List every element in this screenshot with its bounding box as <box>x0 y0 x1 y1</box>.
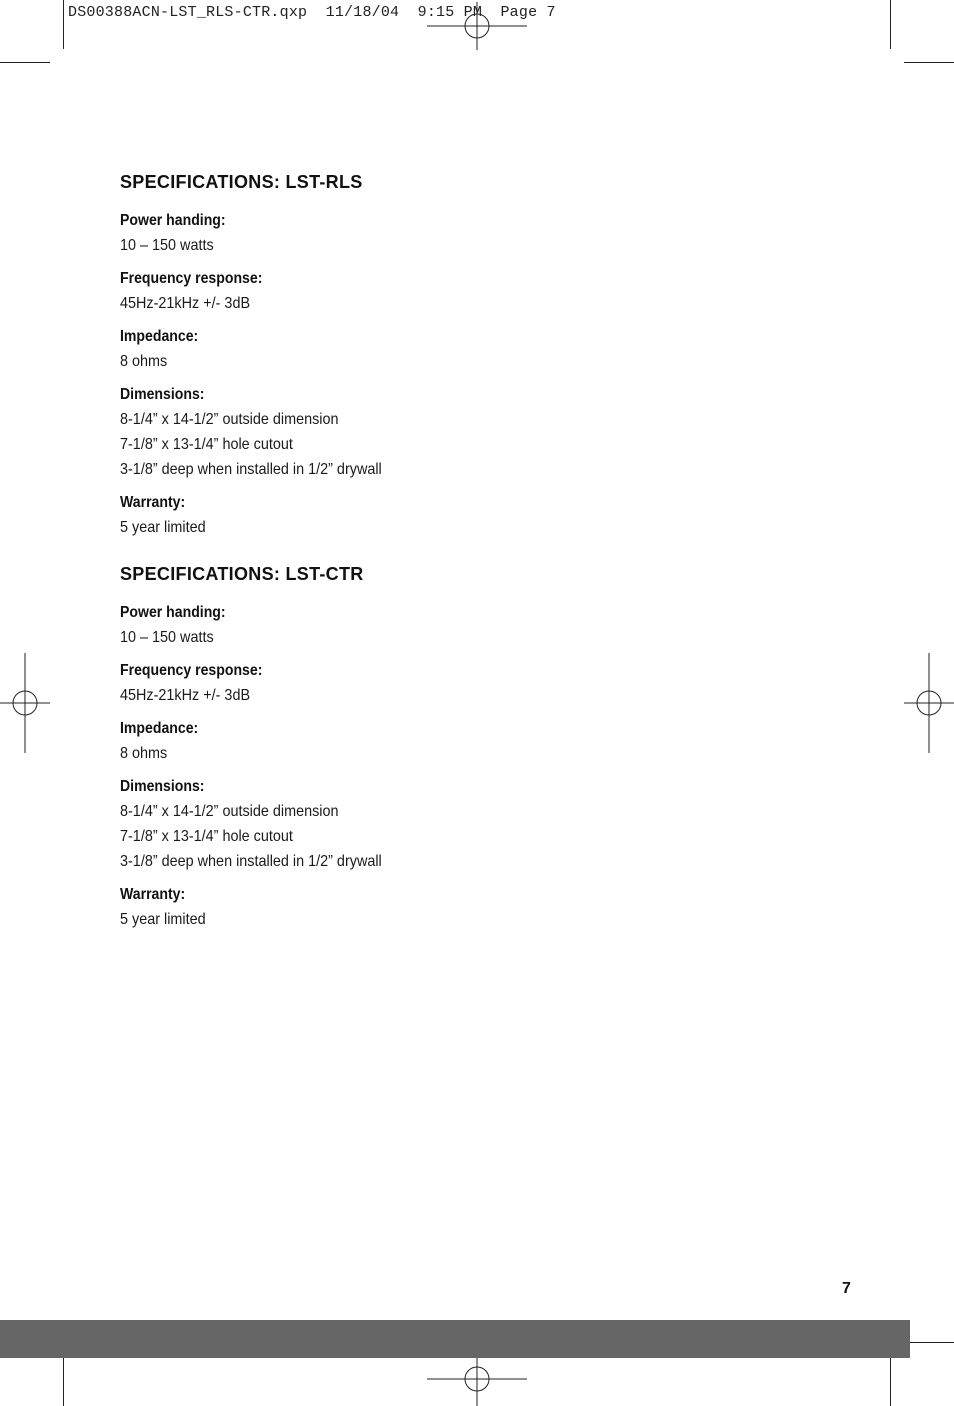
spec-value: 45Hz-21kHz +/- 3dB <box>120 687 251 704</box>
crop-mark <box>890 0 891 49</box>
spec-value: 8 ohms <box>120 745 168 762</box>
spec-item <box>120 491 720 540</box>
spec-value: 7-1/8” x 13-1/4” hole cutout <box>120 828 293 845</box>
spec-label: Frequency response: <box>120 662 263 679</box>
spec-item <box>120 659 720 708</box>
spec-label: Power handing: <box>120 604 226 621</box>
spec-value: 10 – 150 watts <box>120 237 214 254</box>
section-title: SPECIFICATIONS: LST-RLS <box>120 172 363 192</box>
spec-value: 3-1/8” deep when installed in 1/2” drywall <box>120 461 382 478</box>
spec-label: Power handing: <box>120 212 226 229</box>
spec-label: Dimensions: <box>120 386 205 403</box>
spec-label: Warranty: <box>120 494 186 511</box>
spec-item <box>120 383 720 482</box>
spec-label: Impedance: <box>120 720 199 737</box>
spec-item <box>120 267 720 316</box>
spec-value: 7-1/8” x 13-1/4” hole cutout <box>120 436 293 453</box>
spec-item <box>120 601 720 650</box>
spec-item <box>120 209 720 258</box>
spec-label: Dimensions: <box>120 778 205 795</box>
spec-value: 45Hz-21kHz +/- 3dB <box>120 295 251 312</box>
specifications-content <box>120 172 720 956</box>
spec-item <box>120 775 720 874</box>
crop-mark <box>904 62 954 63</box>
spec-section-lst-ctr <box>120 564 720 932</box>
registration-mark-icon <box>904 653 954 753</box>
crop-mark <box>0 62 50 63</box>
print-slug: DS00388ACN-LST_RLS-CTR.qxp 11/18/04 9:15 PM Page 7 <box>68 4 556 21</box>
registration-mark-icon <box>427 2 527 50</box>
section-title: SPECIFICATIONS: LST-CTR <box>120 564 364 584</box>
spec-section-lst-rls <box>120 172 720 540</box>
crop-mark <box>890 1357 891 1406</box>
spec-value: 8-1/4” x 14-1/2” outside dimension <box>120 411 339 428</box>
crop-mark <box>63 1357 64 1406</box>
crop-mark <box>63 0 64 49</box>
spec-label: Impedance: <box>120 328 199 345</box>
registration-mark-icon <box>427 1357 527 1406</box>
spec-value: 10 – 150 watts <box>120 629 214 646</box>
page-number: 7 <box>842 1280 851 1297</box>
spec-value: 8-1/4” x 14-1/2” outside dimension <box>120 803 339 820</box>
crop-mark <box>904 1342 954 1343</box>
spec-item <box>120 717 720 766</box>
spec-value: 5 year limited <box>120 911 206 928</box>
spec-label: Frequency response: <box>120 270 263 287</box>
spec-value: 3-1/8” deep when installed in 1/2” drywall <box>120 853 382 870</box>
footer-bar <box>0 1320 910 1358</box>
spec-item <box>120 883 720 932</box>
spec-value: 8 ohms <box>120 353 168 370</box>
spec-item <box>120 325 720 374</box>
spec-value: 5 year limited <box>120 519 206 536</box>
registration-mark-icon <box>0 653 50 753</box>
spec-label: Warranty: <box>120 886 186 903</box>
